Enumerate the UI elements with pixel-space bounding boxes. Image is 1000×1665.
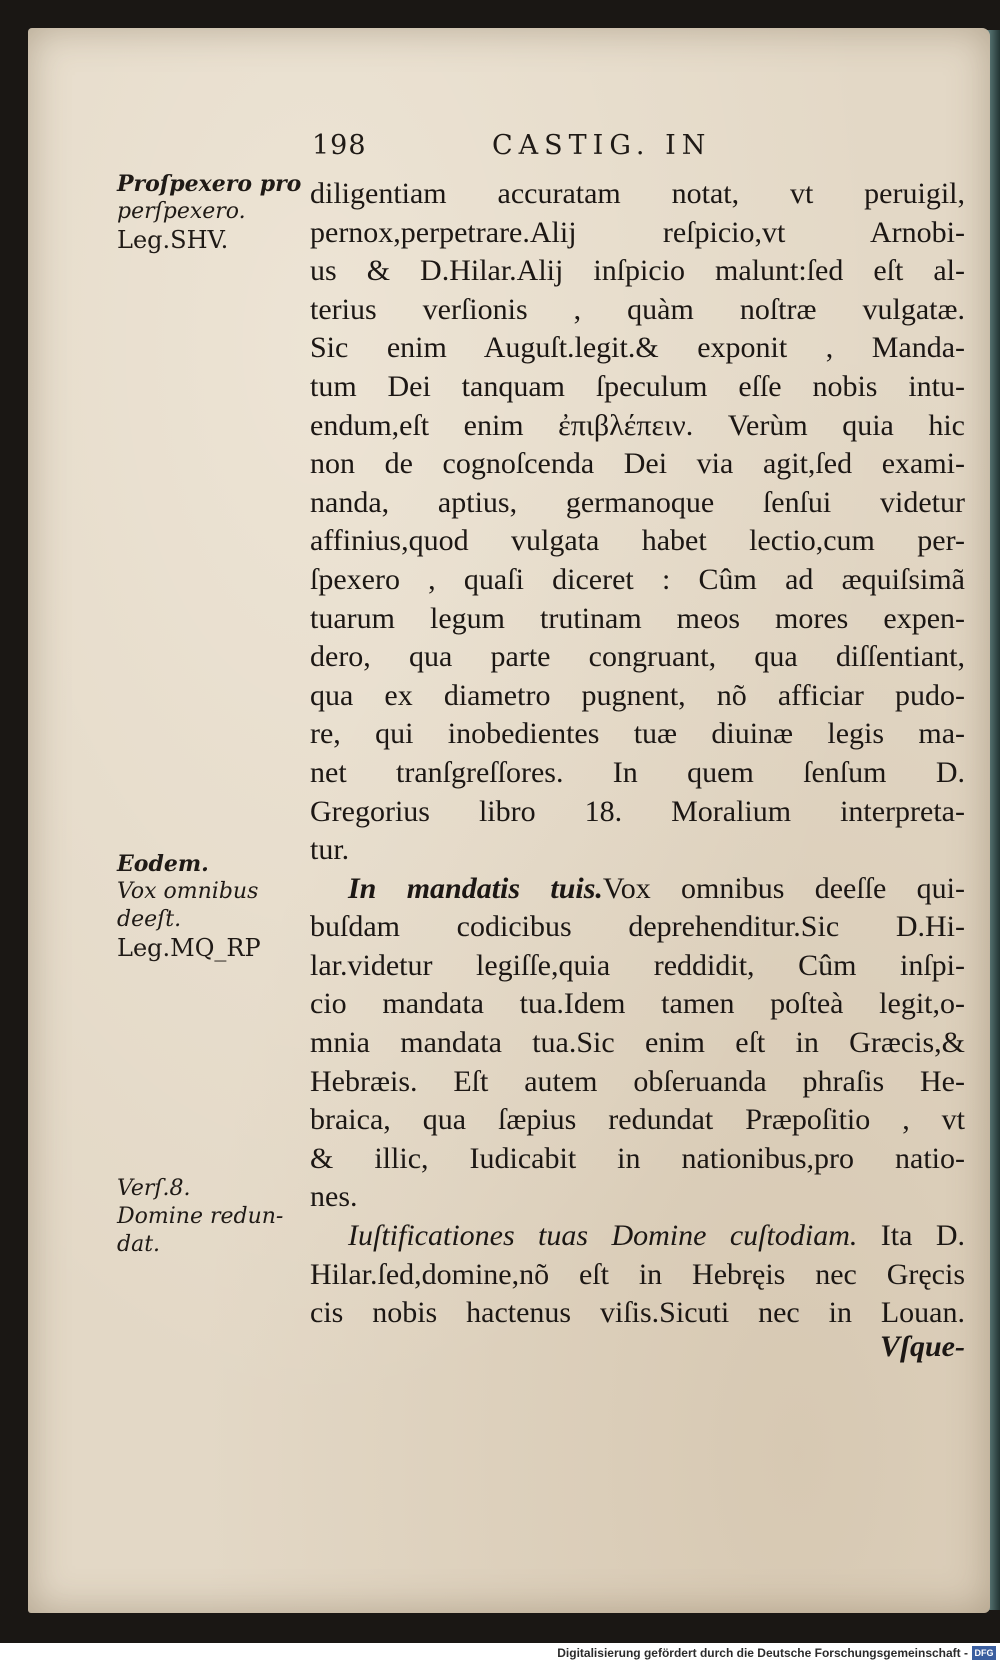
margin-note-line: dat. (117, 1232, 161, 1257)
text-line: terius verſionis , quàm noſtræ vulgatæ. (310, 292, 965, 326)
margin-note-line: Leg.SHV. (117, 226, 229, 254)
dfg-logo-icon: DFG (972, 1646, 996, 1660)
text-line: tur. (310, 833, 350, 867)
digitization-footer (0, 1643, 1000, 1665)
running-head: CASTIG. IN (492, 130, 712, 161)
lemma: In mandatis tuis. (348, 871, 603, 905)
margin-note-line: Domine redun- (117, 1204, 284, 1229)
lemma: Iuſtificationes tuas Domine cuſtodiam. (348, 1219, 858, 1253)
text-line: Sic enim Auguſt.legit.& exponit , Manda- (310, 331, 965, 365)
text-line: cis nobis hactenus viſis.Sicuti nec in Louan. (310, 1296, 965, 1330)
text-line: diligentiam accuratam notat, vt peruigil, (310, 177, 965, 210)
catchword: Vſque- (880, 1330, 965, 1363)
text-line: endum,eſt enim ἐπιβλέπειν. Verùm quia hic (310, 408, 965, 442)
text-line (310, 1217, 965, 1256)
text-line: affinius,quod vulgata habet lectio,cum per- (310, 524, 965, 558)
text-line: qua ex diametro pugnent, nõ afficiar pudo- (310, 678, 965, 712)
text-line: tuarum legum trutinam meos mores expen- (310, 601, 965, 635)
text-line: dero, qua parte congruant, qua diſſentiant, (310, 640, 965, 674)
text-line: nes. (310, 1180, 358, 1214)
margin-note-line: Vox omnibus (117, 879, 259, 904)
text-line: us & D.Hilar.Alij inſpicio malunt:ſed eſt al- (310, 254, 965, 288)
margin-note-2 (117, 850, 317, 962)
text-line: pernox,perpetrare.Alij reſpicio,vt Arnobi- (310, 215, 965, 249)
text-line: buſdam codicibus deprehenditur.Sic D.Hi- (310, 910, 965, 944)
margin-note-line: deeſt. (117, 907, 182, 932)
margin-note-line: Leg.MQ_RP (117, 934, 261, 962)
margin-note-line: perſpexero. (117, 199, 246, 224)
text-line: nanda, aptius, germanoque ſenſui videtur (310, 485, 965, 519)
text-line: mnia mandata tua.Sic enim eſt in Græcis,& (310, 1026, 965, 1060)
text-line: cio mandata tua.Idem tamen poſteà legit,o- (310, 987, 965, 1021)
text-fragment: Ita D. (880, 1219, 965, 1253)
text-line: Hilar.ſed,domine,nõ eſt in Hebręis nec Gręcis (310, 1257, 965, 1291)
margin-note-line: Verſ.8. (117, 1176, 191, 1201)
funding-credit: Digitalisierung gefördert durch die Deutsche Forschungsgemeinschaft - (557, 1646, 968, 1660)
text-line: non de cognoſcenda Dei via agit,ſed exami- (310, 447, 965, 481)
text-line (310, 870, 965, 909)
text-line: lar.videtur legiſſe,quia reddidit, Cûm inſpi- (310, 948, 965, 982)
margin-note-3 (117, 1175, 317, 1259)
text-line: ſpexero , quaſi diceret : Cûm ad æquiſsimã (310, 562, 965, 596)
margin-note-line: Proſpexero pro (117, 171, 302, 197)
text-fragment: Vox omnibus deeſſe qui- (602, 871, 965, 905)
text-line: tum Dei tanquam ſpeculum eſſe nobis intu- (310, 369, 965, 403)
text-line: re, qui inobedientes tuæ diuinæ legis ma- (310, 717, 965, 751)
text-line: & illic, Iudicabit in nationibus,pro natio- (310, 1141, 965, 1175)
page-header (312, 130, 792, 170)
text-line: Hebræis. Eſt autem obſeruanda phraſis He- (310, 1064, 965, 1098)
page-number: 198 (312, 130, 367, 161)
text-line: braica, qua ſæpius redundat Præpoſitio , vt (310, 1103, 965, 1137)
body-text (310, 175, 965, 1333)
text-line: net tranſgreſſores. In quem ſenſum D. (310, 755, 965, 789)
margin-note-line: Eodem. (117, 851, 209, 877)
margin-note-1 (117, 170, 317, 254)
text-line: Gregorius libro 18. Moralium interpreta- (310, 794, 965, 828)
